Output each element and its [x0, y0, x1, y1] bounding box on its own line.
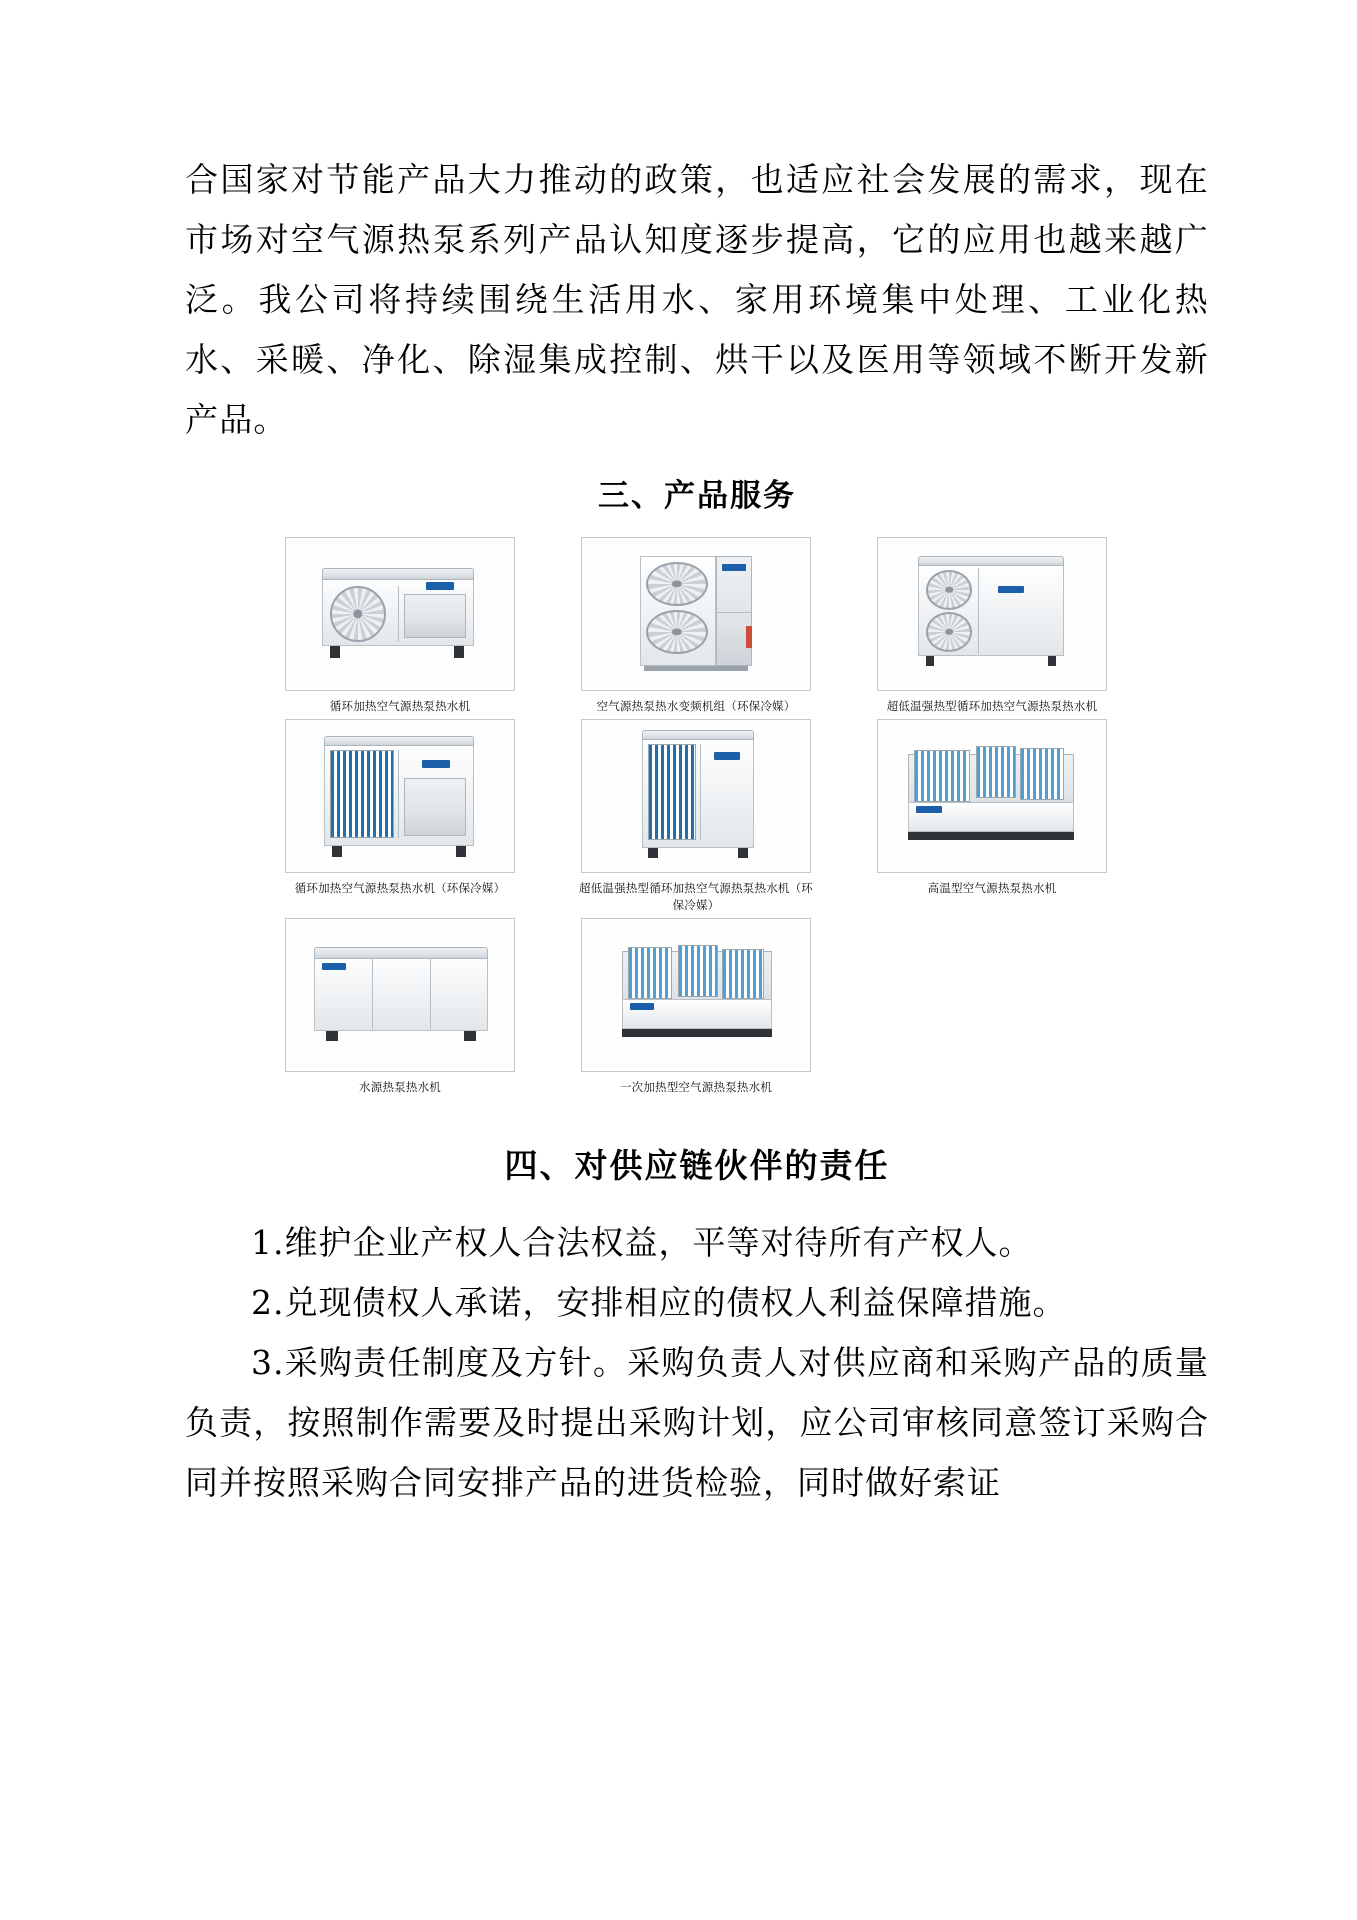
product-item: [252, 719, 548, 914]
product-image-3: [877, 537, 1107, 691]
product-image-7: [285, 918, 515, 1072]
product-caption: 高温型空气源热泵热水机: [927, 881, 1057, 895]
product-item: [548, 918, 844, 1096]
product-item: [548, 719, 844, 914]
product-image-6: [877, 719, 1107, 873]
product-item: [844, 537, 1140, 715]
product-item: [548, 537, 844, 715]
product-gallery: [252, 537, 1142, 1100]
product-image-2: [581, 537, 811, 691]
product-caption: 循环加热空气源热泵热水机（环保冷媒）: [294, 881, 506, 895]
product-image-5: [581, 719, 811, 873]
product-image-4: [285, 719, 515, 873]
product-image-8: [581, 918, 811, 1072]
heading-section-three: 三、产品服务: [598, 478, 796, 514]
product-caption: 水源热泵热水机: [359, 1080, 441, 1094]
product-item: [844, 719, 1140, 914]
product-item: [252, 537, 548, 715]
responsibility-item-2: 2.兑现债权人承诺，安排相应的债权人利益保障措施。: [251, 1283, 1067, 1322]
product-item: [252, 918, 548, 1096]
responsibility-item-1: 1.维护企业产权人合法权益，平等对待所有产权人。: [251, 1223, 1033, 1262]
heading-section-four: 四、对供应链伙伴的责任: [504, 1146, 890, 1185]
product-caption: 循环加热空气源热泵热水机: [329, 699, 471, 713]
responsibility-item-3: 3.采购责任制度及方针。采购负责人对供应商和采购产品的质量负责，按照制作需要及时提出采购计划，应公司审核同意签订采购合同并按照采购合同安排产品的进货检验，同时做好索证: [185, 1343, 1209, 1502]
product-caption: 超低温强热型循环加热空气源热泵热水机（环保冷媒）: [579, 881, 813, 912]
product-caption: 一次加热型空气源热泵热水机: [619, 1080, 773, 1094]
product-caption: 空气源热泵热水变频机组（环保冷媒）: [596, 699, 796, 713]
product-caption: 超低温强热型循环加热空气源热泵热水机: [886, 699, 1098, 713]
intro-paragraph: 合国家对节能产品大力推动的政策，也适应社会发展的需求，现在市场对空气源热泵系列产品认知度逐步提高，它的应用也越来越广泛。我公司将持续围绕生活用水、家用环境集中处理、工业化热水、采暖、净化、除湿集成控制、烘干以及医用等领域不断开发新产品。: [185, 160, 1209, 439]
product-image-1: [285, 537, 515, 691]
